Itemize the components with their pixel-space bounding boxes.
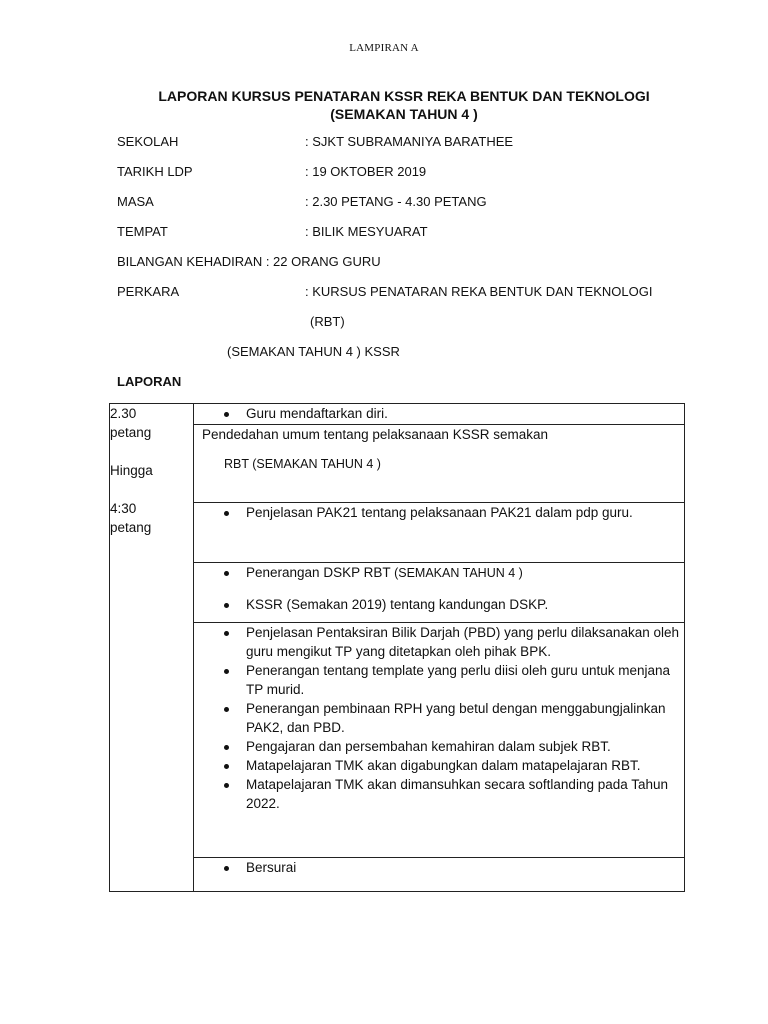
perkara-value-semakan: (SEMAKAN TAHUN 4 ) KSSR: [227, 344, 400, 359]
tarikh-value: : 19 OKTOBER 2019: [305, 164, 427, 179]
masa-label: MASA: [117, 194, 154, 209]
list-item: Pengajaran dan persembahan kemahiran dalam subjek RBT.: [246, 737, 684, 756]
time-start-number: 2.30: [110, 406, 137, 421]
lampiran-label: LAMPIRAN A: [349, 42, 419, 54]
tarikh-label: TARIKH LDP: [117, 164, 193, 179]
activity-cell: [194, 858, 685, 892]
time-cell: [110, 404, 194, 892]
list-item: Bersurai: [246, 858, 684, 877]
list-item: Penjelasan Pentaksiran Bilik Darjah (PBD) yang perlu dilaksanakan oleh guru mengikut TP yang ditetapkan oleh pihak BPK.: [246, 623, 684, 661]
list-item: Penjelasan PAK21 tentang pelaksanaan PAK21 dalam pdp guru.: [246, 503, 684, 522]
perkara-label: PERKARA: [117, 284, 180, 299]
perkara-value: : KURSUS PENATARAN REKA BENTUK DAN TEKNOLOGI: [305, 284, 653, 299]
list-item: [246, 563, 684, 583]
table-row: [110, 858, 685, 892]
activity-cell: [194, 563, 685, 623]
pendedahan-line: Pendedahan umum tentang pelaksanaan KSSR semakan: [202, 427, 548, 442]
report-title-line-2: (SEMAKAN TAHUN 4 ): [330, 106, 478, 122]
dskp-text: Penerangan DSKP RBT: [246, 565, 395, 580]
perkara-value-rbt: (RBT): [310, 314, 345, 329]
sekolah-value: : SJKT SUBRAMANIYA BARATHEE: [305, 134, 514, 149]
activity-cell: [194, 623, 685, 858]
kehadiran-line: BILANGAN KEHADIRAN : 22 ORANG GURU: [117, 254, 381, 269]
masa-value: : 2.30 PETANG - 4.30 PETANG: [305, 194, 487, 209]
list-item: Guru mendaftarkan diri.: [246, 404, 684, 423]
activity-cell: [194, 425, 685, 503]
list-item: Penerangan pembinaan RPH yang betul dengan menggabungjalinkan PAK2, dan PBD.: [246, 699, 684, 737]
list-item: Penerangan tentang template yang perlu diisi oleh guru untuk menjana TP murid.: [246, 661, 684, 699]
table-row: [110, 503, 685, 563]
pendedahan-subline: RBT (SEMAKAN TAHUN 4 ): [224, 457, 381, 471]
report-table: [109, 403, 685, 892]
list-item: Matapelajaran TMK akan dimansuhkan secara softlanding pada Tahun 2022.: [246, 775, 684, 813]
activity-cell: [194, 503, 685, 563]
activity-cell: [194, 404, 685, 425]
time-start-word: petang: [110, 425, 152, 440]
report-title: [0, 87, 768, 123]
time-end-number: 4:30: [110, 501, 137, 516]
laporan-heading: LAPORAN: [117, 374, 182, 389]
table-row: [110, 425, 685, 503]
table-row: [110, 563, 685, 623]
table-row: [110, 623, 685, 858]
sekolah-label: SEKOLAH: [117, 134, 179, 149]
time-until: Hingga: [110, 463, 153, 478]
report-title-line-1: LAPORAN KURSUS PENATARAN KSSR REKA BENTUK DAN TEKNOLOGI: [158, 88, 650, 104]
dskp-semakan: (SEMAKAN TAHUN 4 ): [394, 566, 523, 580]
tempat-label: TEMPAT: [117, 224, 168, 239]
list-item: Matapelajaran TMK akan digabungkan dalam matapelajaran RBT.: [246, 756, 684, 775]
time-end-word: petang: [110, 520, 152, 535]
tempat-value: : BILIK MESYUARAT: [305, 224, 428, 239]
table-row: [110, 404, 685, 425]
list-item: KSSR (Semakan 2019) tentang kandungan DSKP.: [246, 595, 684, 614]
